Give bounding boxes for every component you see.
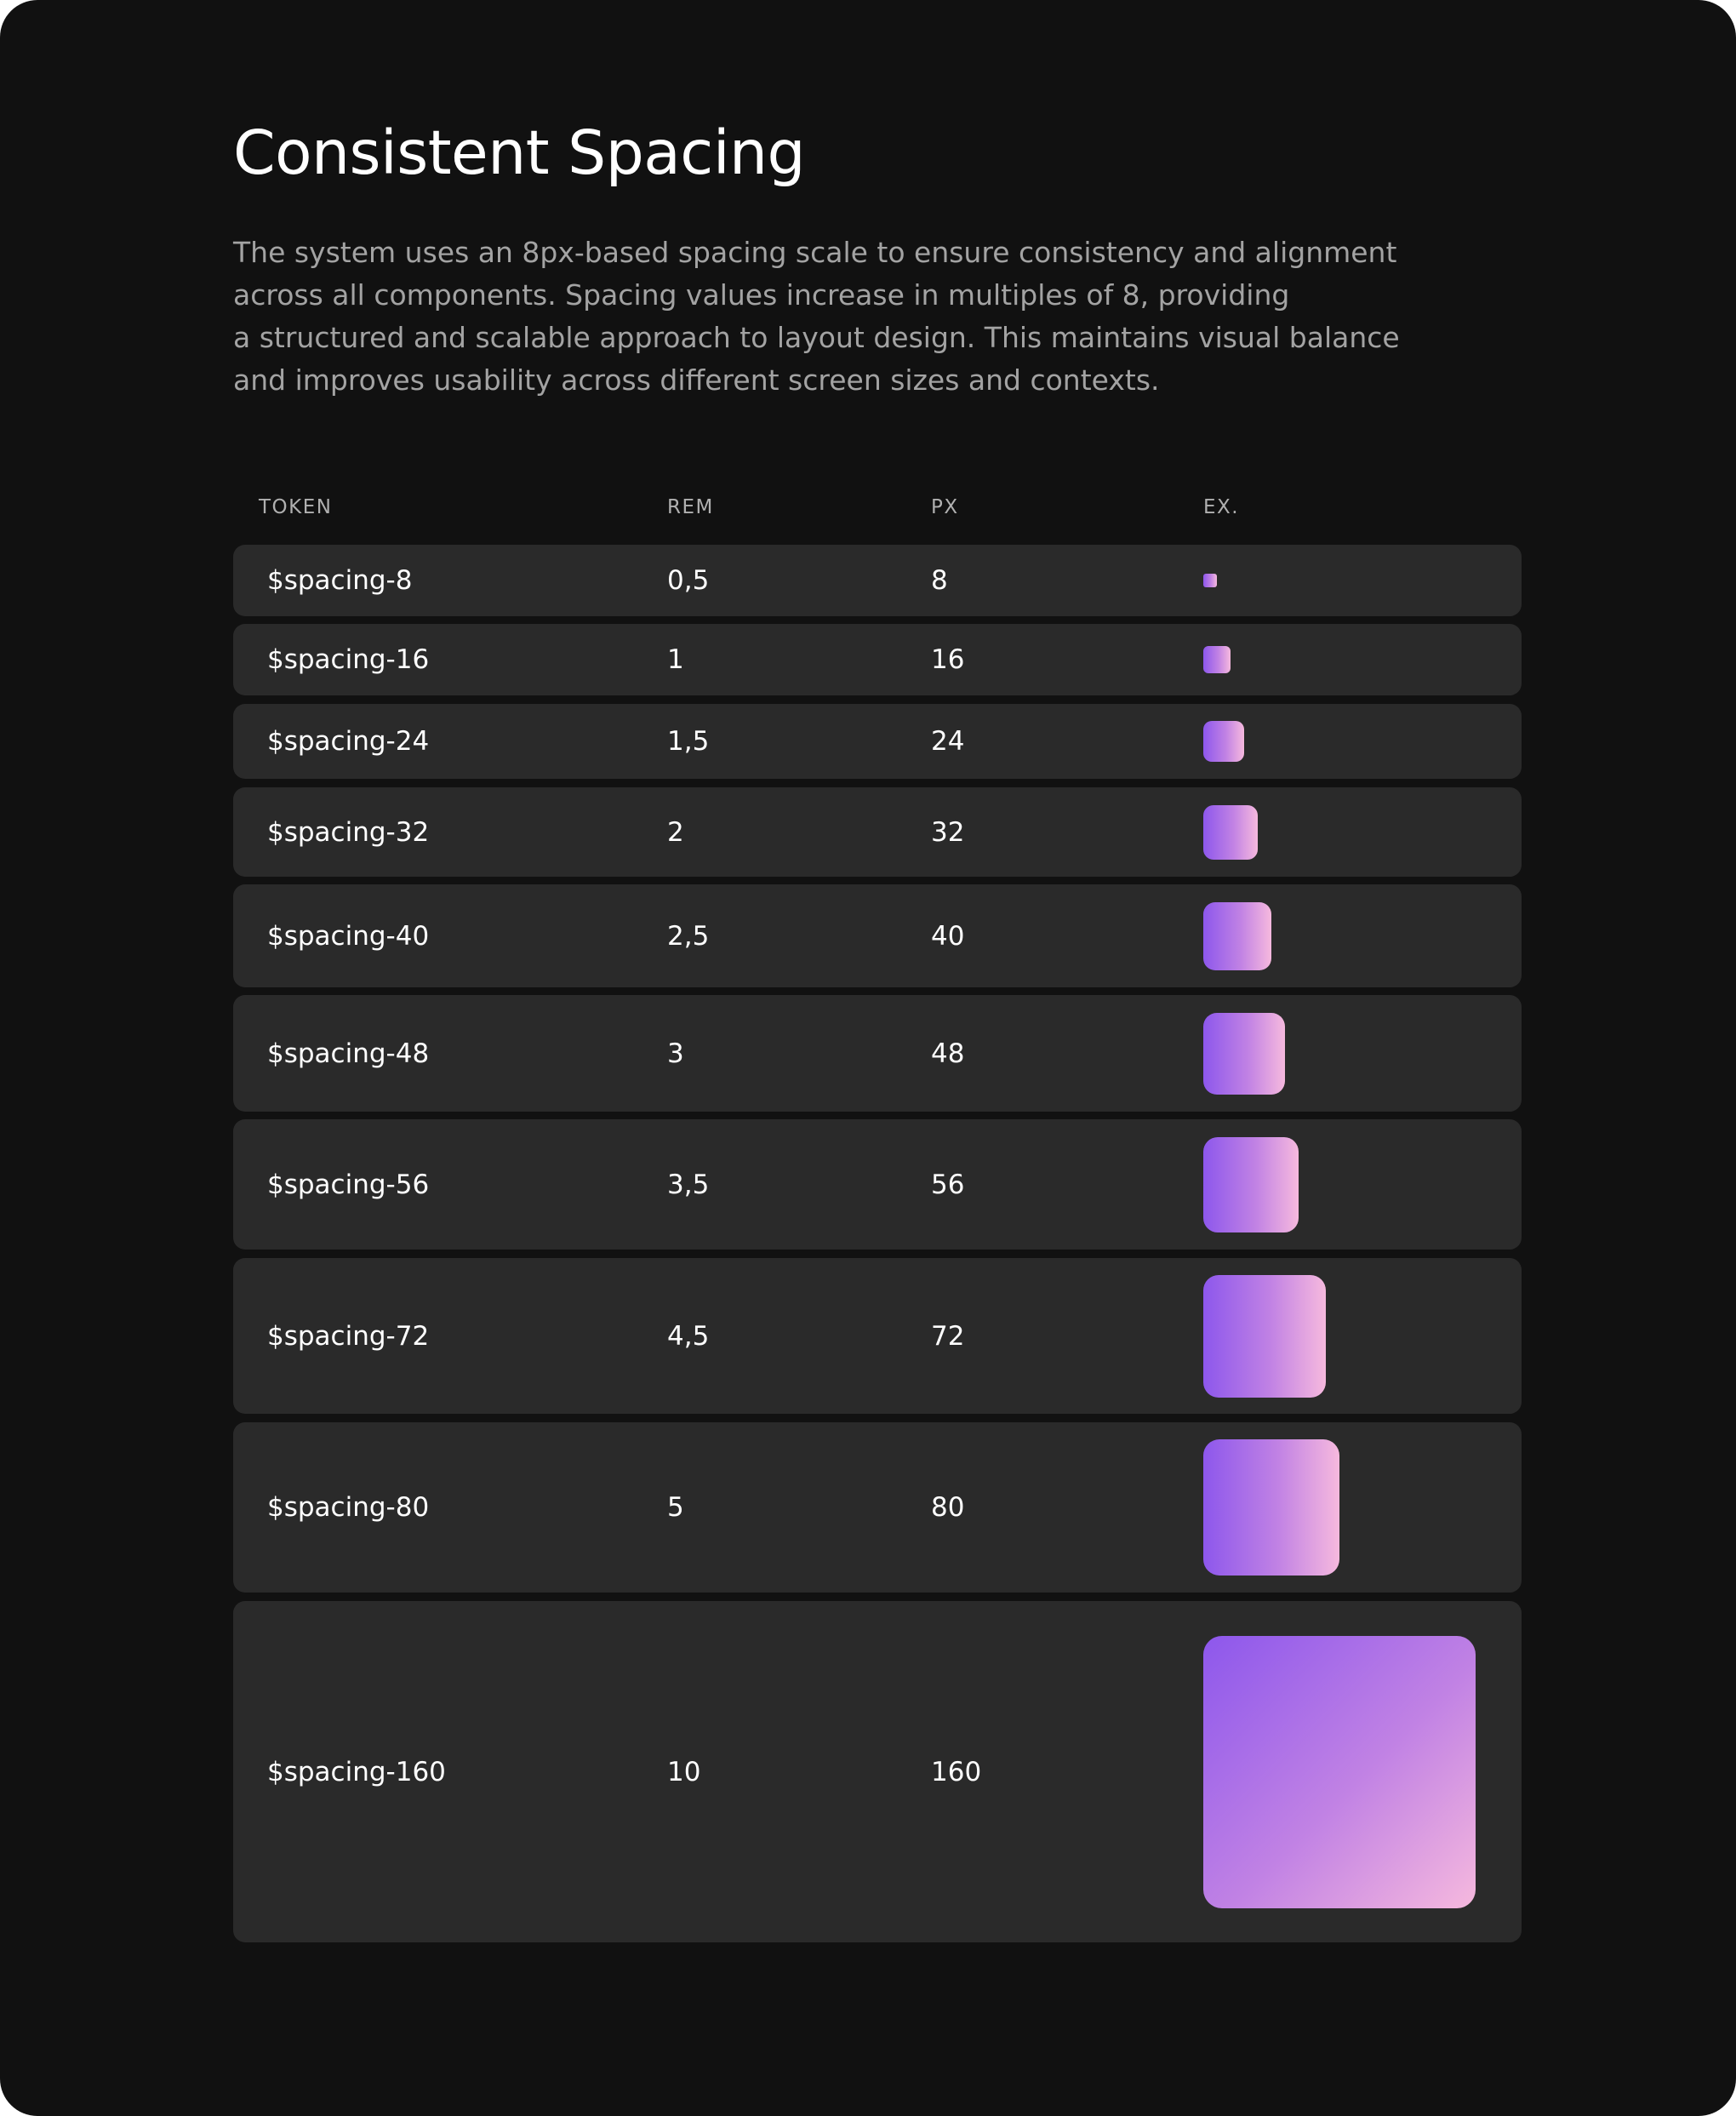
table-row (233, 1422, 1522, 1593)
rem-cell: 2 (667, 816, 684, 848)
token-cell: $spacing-32 (267, 816, 430, 848)
spacing-swatch (1203, 1275, 1326, 1398)
page-description (233, 232, 1544, 402)
description-line: a structured and scalable approach to layout design. This maintains visual balance (233, 321, 1400, 354)
token-cell: $spacing-40 (267, 920, 430, 952)
table-row (233, 1258, 1522, 1414)
rem-cell: 3 (667, 1038, 684, 1069)
spacing-swatch (1203, 1013, 1285, 1095)
table-row (233, 1601, 1522, 1942)
px-cell: 40 (931, 920, 965, 952)
spacing-swatch (1203, 721, 1244, 762)
description-line: and improves usability across different screen sizes and contexts. (233, 363, 1160, 397)
token-cell: $spacing-48 (267, 1038, 430, 1069)
table-row (233, 624, 1522, 695)
token-cell: $spacing-16 (267, 644, 430, 675)
px-cell: 80 (931, 1492, 965, 1523)
rem-cell: 4,5 (667, 1320, 710, 1352)
column-header-rem: REM (667, 496, 714, 518)
token-cell: $spacing-24 (267, 726, 430, 757)
rem-cell: 3,5 (667, 1169, 710, 1200)
spacing-swatch (1203, 805, 1258, 860)
token-cell: $spacing-160 (267, 1756, 446, 1787)
table-row (233, 787, 1522, 877)
column-header-px: PX (931, 496, 959, 518)
table-row (233, 995, 1522, 1112)
spacing-swatch (1203, 646, 1231, 673)
spacing-swatch (1203, 1636, 1476, 1908)
column-header-token: TOKEN (259, 496, 333, 518)
spacing-swatch (1203, 1439, 1339, 1576)
px-cell: 24 (931, 726, 965, 757)
px-cell: 160 (931, 1756, 982, 1787)
spacing-swatch (1203, 902, 1271, 970)
px-cell: 72 (931, 1320, 965, 1352)
table-row (233, 884, 1522, 987)
rem-cell: 10 (667, 1756, 701, 1787)
rem-cell: 0,5 (667, 565, 710, 596)
rem-cell: 1,5 (667, 726, 710, 757)
rem-cell: 2,5 (667, 920, 710, 952)
rem-cell: 1 (667, 644, 684, 675)
table-row (233, 704, 1522, 779)
px-cell: 16 (931, 644, 965, 675)
table-row (233, 1119, 1522, 1250)
spacing-swatch (1203, 1137, 1299, 1232)
page-title: Consistent Spacing (233, 117, 806, 188)
px-cell: 32 (931, 816, 965, 848)
px-cell: 56 (931, 1169, 965, 1200)
spacing-swatch (1203, 574, 1217, 587)
description-line: The system uses an 8px-based spacing scale to ensure consistency and alignment (233, 236, 1397, 269)
px-cell: 48 (931, 1038, 965, 1069)
token-cell: $spacing-80 (267, 1492, 430, 1523)
token-cell: $spacing-56 (267, 1169, 430, 1200)
token-cell: $spacing-8 (267, 565, 413, 596)
rem-cell: 5 (667, 1492, 684, 1523)
token-cell: $spacing-72 (267, 1320, 430, 1352)
px-cell: 8 (931, 565, 948, 596)
description-line: across all components. Spacing values increase in multiples of 8, providing (233, 278, 1290, 312)
column-header-example: EX. (1203, 496, 1240, 518)
table-row (233, 545, 1522, 616)
